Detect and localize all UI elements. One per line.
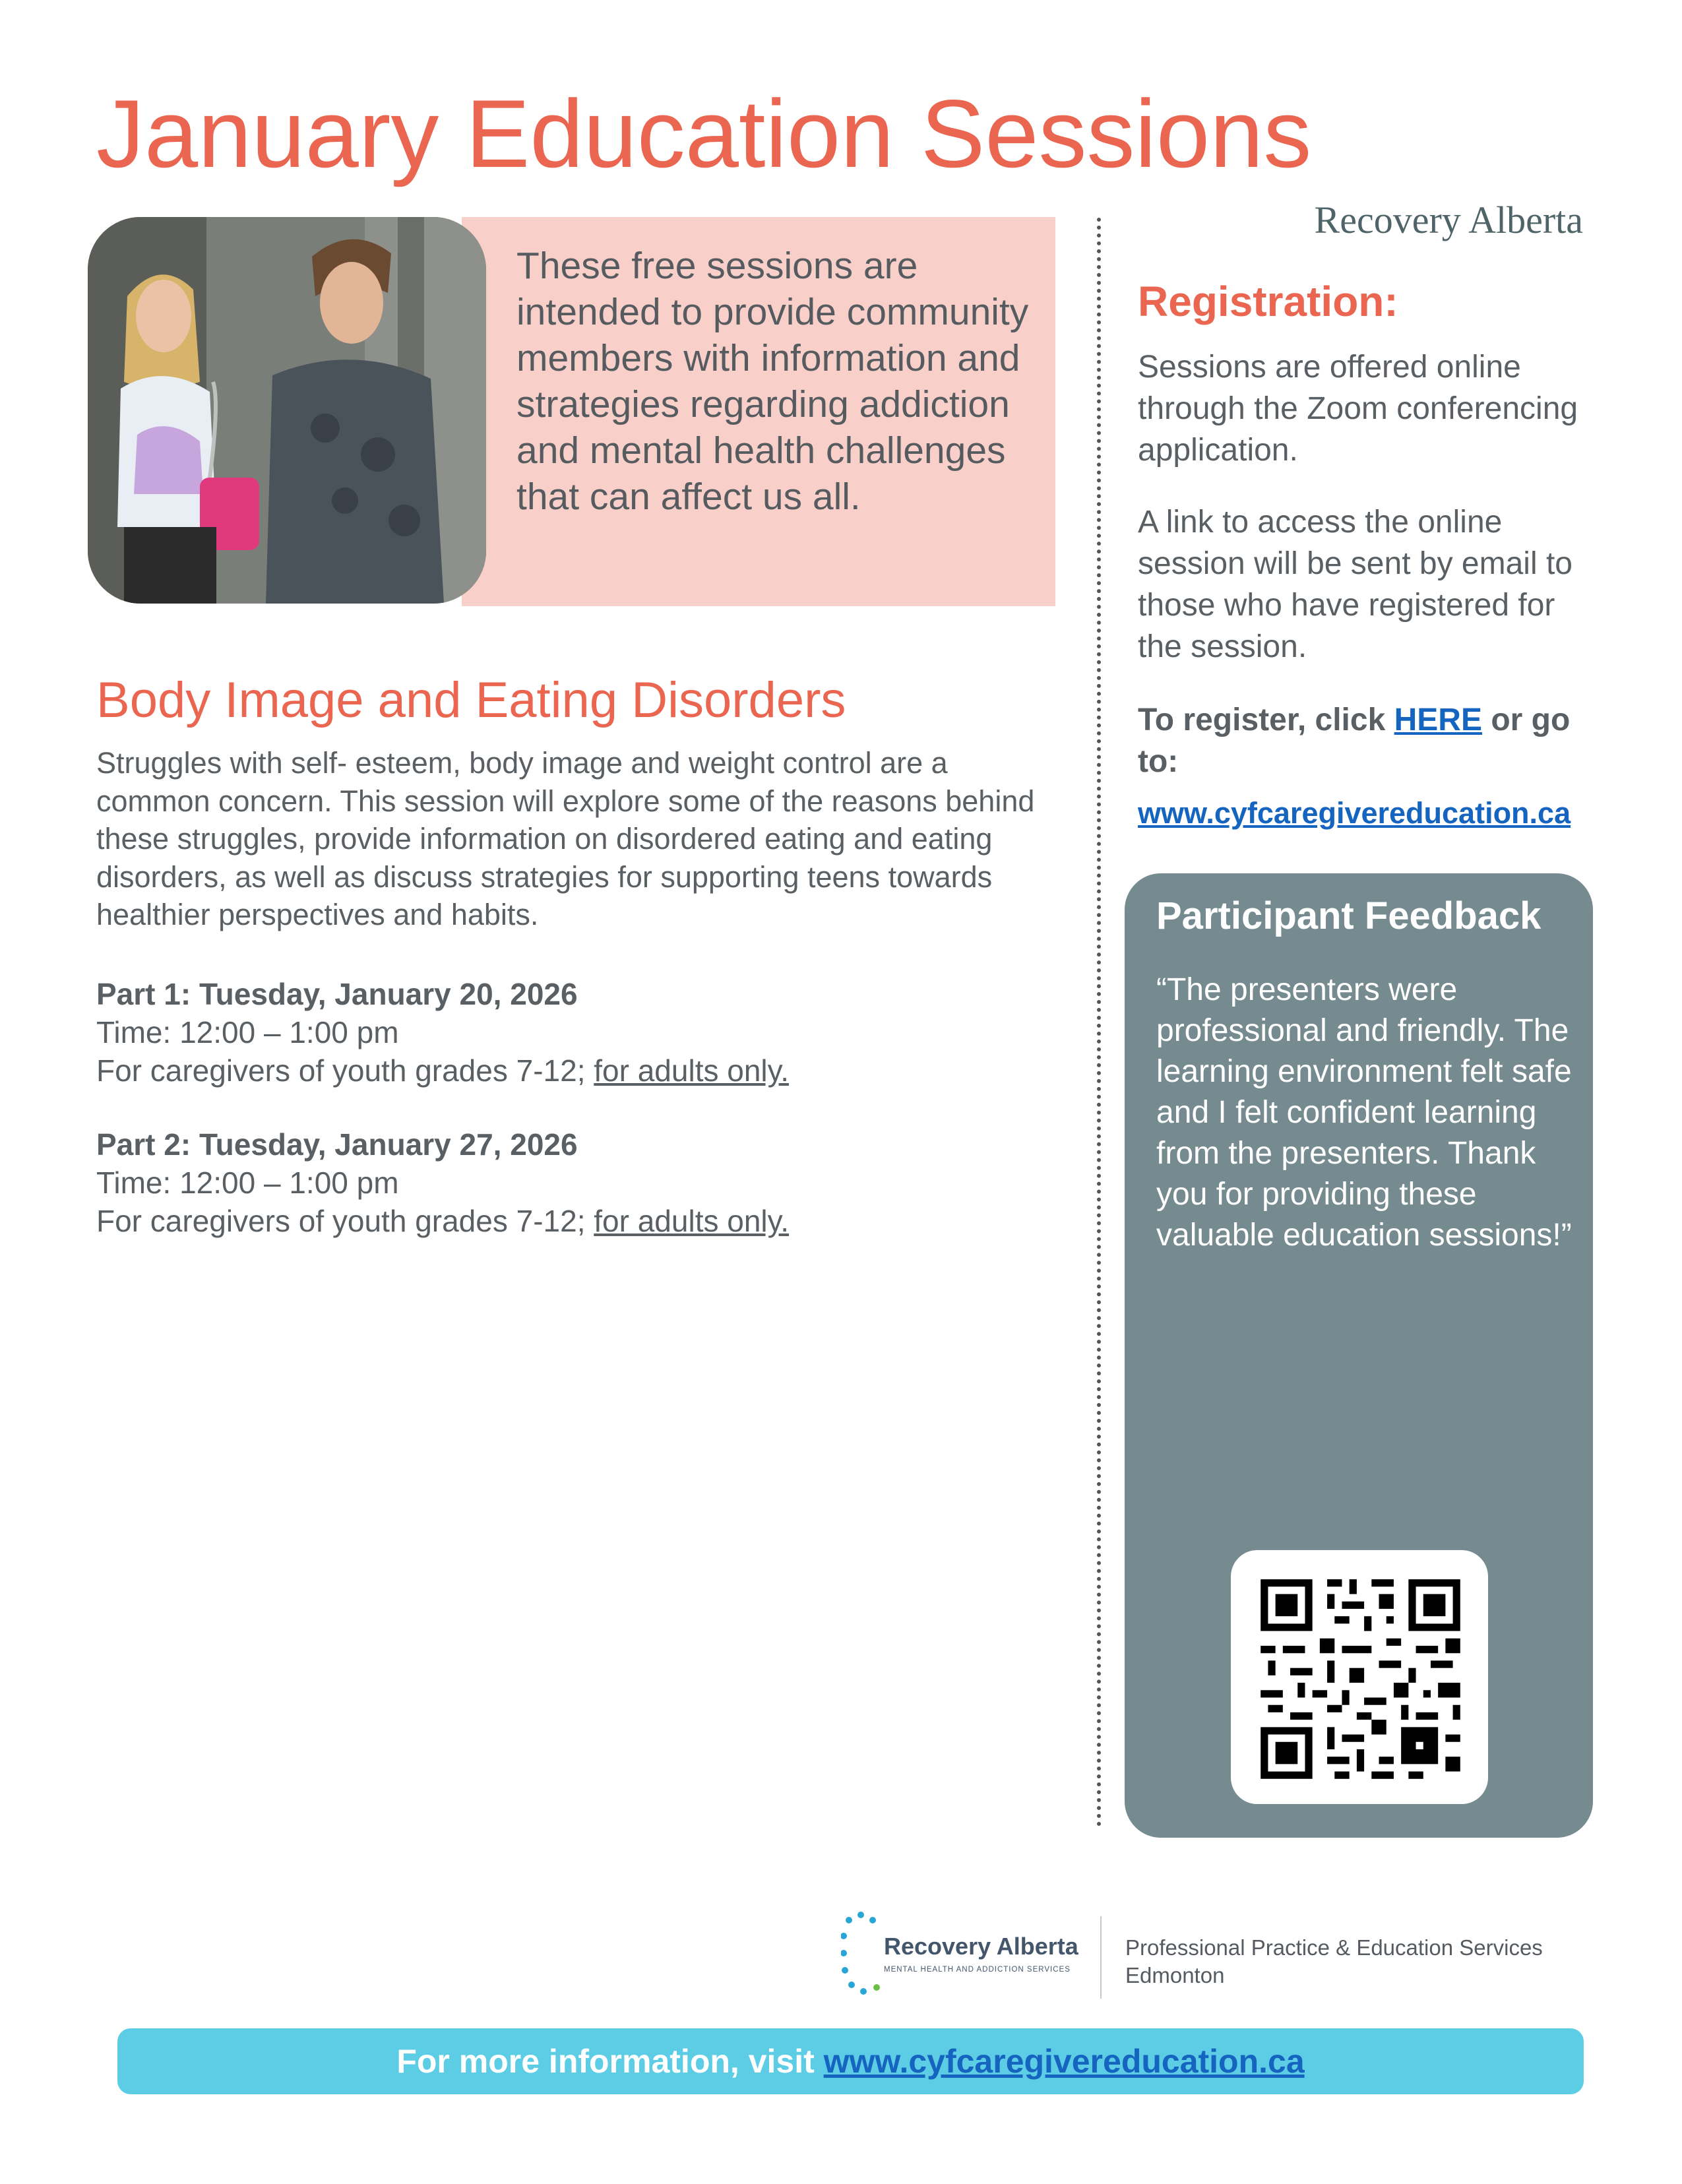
part-audience: For caregivers of youth grades 7-12; — [96, 1204, 594, 1238]
part-time: Time: 12:00 – 1:00 pm — [96, 1166, 399, 1200]
register-instruction — [1138, 699, 1600, 782]
intro-text: These free sessions are intended to provide community members with information and strategies regarding addiction and mental health challenges that can affect us all. — [516, 245, 1029, 518]
part-time: Time: 12:00 – 1:00 pm — [96, 1015, 399, 1049]
page-title: January Education Sessions — [96, 80, 1312, 187]
session-part — [96, 975, 1046, 1090]
feedback-quote: “The presenters were professional and friendly. The learning environment felt safe and I felt confident learning from the presenters. Thank you for providing these valuable education sessions!” — [1156, 972, 1572, 1253]
register-here-link[interactable]: HERE — [1394, 702, 1482, 737]
register-suffix: or go to: — [1138, 702, 1571, 779]
feedback-heading: Participant Feedback — [1156, 894, 1542, 937]
qr-code-icon[interactable] — [1253, 1572, 1468, 1786]
footer-dept-line: Professional Practice & Education Services — [1125, 1935, 1543, 1960]
info-banner — [117, 2028, 1584, 2094]
part-date: Part 1: Tuesday, January 20, 2026 — [96, 977, 578, 1011]
footer-divider — [1100, 1916, 1102, 1999]
part-audience: For caregivers of youth grades 7-12; — [96, 1053, 594, 1088]
register-prefix: To register, click — [1138, 702, 1386, 737]
session-part — [96, 1125, 1046, 1240]
recovery-alberta-logo-icon — [841, 1910, 881, 2002]
registration-url-link[interactable]: www.cyfcaregivereducation.ca — [1138, 796, 1571, 830]
part-audience-note: for adults only. — [594, 1053, 790, 1088]
footer-logo-name: Recovery Alberta — [884, 1933, 1078, 1960]
footer-logo-subtitle: MENTAL HEALTH AND ADDICTION SERVICES — [884, 1966, 1071, 1974]
registration-paragraph: A link to access the online session will be sent by email to those who have registered for the session. — [1138, 505, 1573, 664]
footer-department — [1125, 1934, 1543, 1989]
intro-photo — [88, 217, 486, 604]
registration-heading: Registration: — [1138, 278, 1398, 325]
part-audience-note: for adults only. — [594, 1204, 790, 1238]
session-description: Struggles with self- esteem, body image and weight control are a common concern. This session will explore some of the reasons behind these struggles, provide information on disordered eating and eating disorders, as well as discuss strategies for supporting teens towards healthier perspectives and habits. — [96, 746, 1035, 931]
footer-dept-line: Edmonton — [1125, 1963, 1225, 1987]
registration-paragraph: Sessions are offered online through the Zoom conferencing application. — [1138, 350, 1578, 468]
people-illustration — [88, 217, 486, 604]
banner-text: For more information, visit — [396, 2043, 824, 2080]
part-date: Part 2: Tuesday, January 27, 2026 — [96, 1127, 578, 1162]
column-divider — [1097, 218, 1101, 1827]
session-title: Body Image and Eating Disorders — [96, 672, 846, 728]
brand-wordmark: Recovery Alberta — [1314, 199, 1583, 241]
banner-url-link[interactable]: www.cyfcaregivereducation.ca — [823, 2043, 1305, 2080]
